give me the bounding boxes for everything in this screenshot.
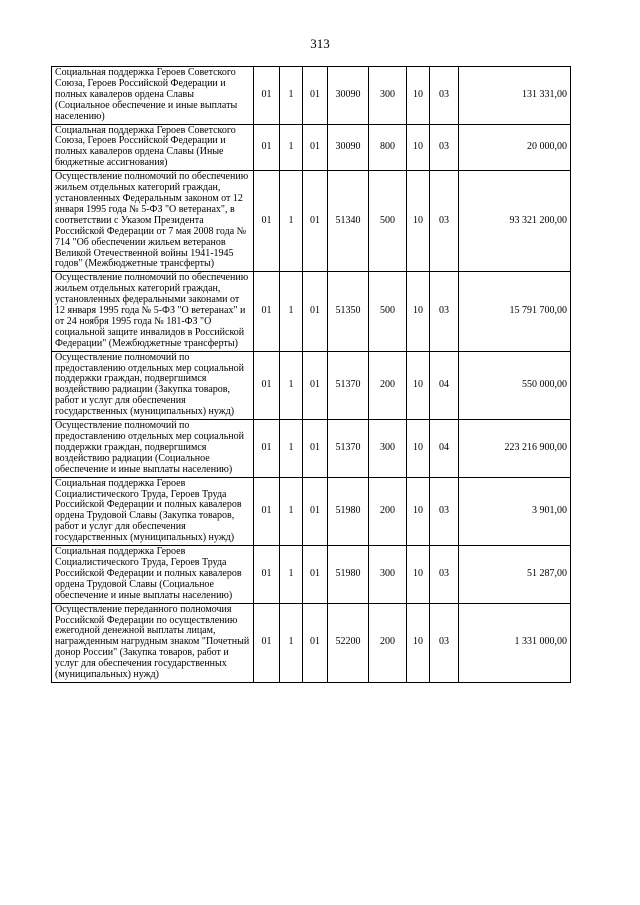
direction-code-cell: 51980 [328, 477, 369, 545]
page-number: 313 [310, 36, 330, 51]
expense-type-cell: 500 [369, 272, 407, 351]
main-event-code-cell: 01 [303, 546, 328, 604]
main-event-code-cell: 01 [303, 67, 328, 125]
amount-cell: 223 216 900,00 [459, 420, 571, 478]
section-cell: 10 [407, 546, 430, 604]
main-event-code-cell: 01 [303, 603, 328, 682]
direction-code-cell: 51350 [328, 272, 369, 351]
subsection-cell: 04 [430, 420, 459, 478]
table-row [52, 171, 571, 272]
direction-code-cell: 51340 [328, 171, 369, 272]
section-cell: 10 [407, 477, 430, 545]
subprogram-code-cell: 1 [280, 546, 303, 604]
expense-type-cell: 800 [369, 124, 407, 171]
table-row [52, 351, 571, 419]
expense-type-cell: 200 [369, 477, 407, 545]
table-row [52, 420, 571, 478]
amount-cell: 1 331 000,00 [459, 603, 571, 682]
section-cell: 10 [407, 603, 430, 682]
program-code-cell: 01 [254, 171, 280, 272]
amount-cell: 15 791 700,00 [459, 272, 571, 351]
main-event-code-cell: 01 [303, 124, 328, 171]
program-code-cell: 01 [254, 124, 280, 171]
amount-cell: 3 901,00 [459, 477, 571, 545]
subprogram-code-cell: 1 [280, 171, 303, 272]
table-body [52, 67, 571, 683]
subprogram-code-cell: 1 [280, 351, 303, 419]
expense-type-cell: 500 [369, 171, 407, 272]
budget-table [51, 66, 571, 683]
program-code-cell: 01 [254, 67, 280, 125]
subsection-cell: 03 [430, 171, 459, 272]
program-code-cell: 01 [254, 546, 280, 604]
table-row [52, 477, 571, 545]
expense-type-cell: 300 [369, 546, 407, 604]
row-description: Социальная поддержка Героев Социалистического Труда, Героев Труда Российской Федерации и полных кавалеров ордена Трудовой Славы (Закупка товаров, работ и услуг для обеспечения государственных (муниципальных) нужд) [52, 477, 254, 545]
amount-cell: 93 321 200,00 [459, 171, 571, 272]
section-cell: 10 [407, 124, 430, 171]
subsection-cell: 03 [430, 603, 459, 682]
main-event-code-cell: 01 [303, 171, 328, 272]
row-description: Осуществление полномочий по обеспечению жильем отдельных категорий граждан, установленных федеральными законами от 12 января 1995 года № 5-ФЗ "О ветеранах" и от 24 ноября 1995 года № 181-ФЗ "О социальной защите инвалидов в Российской Федерации" (Межбюджетные трансферты) [52, 272, 254, 351]
section-cell: 10 [407, 351, 430, 419]
subprogram-code-cell: 1 [280, 420, 303, 478]
subprogram-code-cell: 1 [280, 603, 303, 682]
amount-cell: 51 287,00 [459, 546, 571, 604]
subsection-cell: 03 [430, 546, 459, 604]
direction-code-cell: 51370 [328, 351, 369, 419]
program-code-cell: 01 [254, 603, 280, 682]
row-description: Осуществление полномочий по предоставлению отдельных мер социальной поддержки граждан, подвергшимся воздействию радиации (Социальное обеспечение и иные выплаты населению) [52, 420, 254, 478]
direction-code-cell: 30090 [328, 124, 369, 171]
row-description: Социальная поддержка Героев Социалистического Труда, Героев Труда Российской Федерации и полных кавалеров ордена Трудовой Славы (Социальное обеспечение и иные выплаты населению) [52, 546, 254, 604]
subprogram-code-cell: 1 [280, 124, 303, 171]
subprogram-code-cell: 1 [280, 272, 303, 351]
main-event-code-cell: 01 [303, 272, 328, 351]
section-cell: 10 [407, 272, 430, 351]
subsection-cell: 03 [430, 477, 459, 545]
subprogram-code-cell: 1 [280, 67, 303, 125]
direction-code-cell: 30090 [328, 67, 369, 125]
subprogram-code-cell: 1 [280, 477, 303, 545]
section-cell: 10 [407, 171, 430, 272]
subsection-cell: 03 [430, 124, 459, 171]
program-code-cell: 01 [254, 477, 280, 545]
amount-cell: 20 000,00 [459, 124, 571, 171]
subsection-cell: 04 [430, 351, 459, 419]
section-cell: 10 [407, 420, 430, 478]
table-row [52, 272, 571, 351]
program-code-cell: 01 [254, 272, 280, 351]
expense-type-cell: 300 [369, 420, 407, 478]
expense-type-cell: 200 [369, 603, 407, 682]
expense-type-cell: 300 [369, 67, 407, 125]
amount-cell: 550 000,00 [459, 351, 571, 419]
subsection-cell: 03 [430, 67, 459, 125]
direction-code-cell: 51980 [328, 546, 369, 604]
direction-code-cell: 51370 [328, 420, 369, 478]
row-description: Осуществление переданного полномочия Российской Федерации по осуществлению ежегодной денежной выплаты лицам, награжденным нагрудным знаком "Почетный донор России" (Закупка товаров, работ и услуг для обеспечения государственных (муниципальных) нужд) [52, 603, 254, 682]
amount-cell: 131 331,00 [459, 67, 571, 125]
program-code-cell: 01 [254, 351, 280, 419]
row-description: Социальная поддержка Героев Советского Союза, Героев Российской Федерации и полных кавалеров ордена Славы (Иные бюджетные ассигнования) [52, 124, 254, 171]
main-event-code-cell: 01 [303, 420, 328, 478]
expense-type-cell: 200 [369, 351, 407, 419]
row-description: Осуществление полномочий по обеспечению жильем отдельных категорий граждан, установленных Федеральным законом от 12 января 1995 года № 5-ФЗ "О ветеранах", в соответствии с Указом Президента Российской Федерации от 7 мая 2008 года № 714 "Об обеспечении жильем ветеранов Великой Отечественной войны 1941-1945 годов" (Межбюджетные трансферты) [52, 171, 254, 272]
main-event-code-cell: 01 [303, 477, 328, 545]
main-event-code-cell: 01 [303, 351, 328, 419]
program-code-cell: 01 [254, 420, 280, 478]
row-description: Осуществление полномочий по предоставлению отдельных мер социальной поддержки граждан, подвергшимся воздействию радиации (Закупка товаров, работ и услуг для обеспечения государственных (муниципальных) нужд) [52, 351, 254, 419]
table-row [52, 603, 571, 682]
row-description: Социальная поддержка Героев Советского Союза, Героев Российской Федерации и полных кавалеров ордена Славы (Социальное обеспечение и иные выплаты населению) [52, 67, 254, 125]
direction-code-cell: 52200 [328, 603, 369, 682]
subsection-cell: 03 [430, 272, 459, 351]
section-cell: 10 [407, 67, 430, 125]
table-row [52, 546, 571, 604]
table-row [52, 124, 571, 171]
table-row [52, 67, 571, 125]
